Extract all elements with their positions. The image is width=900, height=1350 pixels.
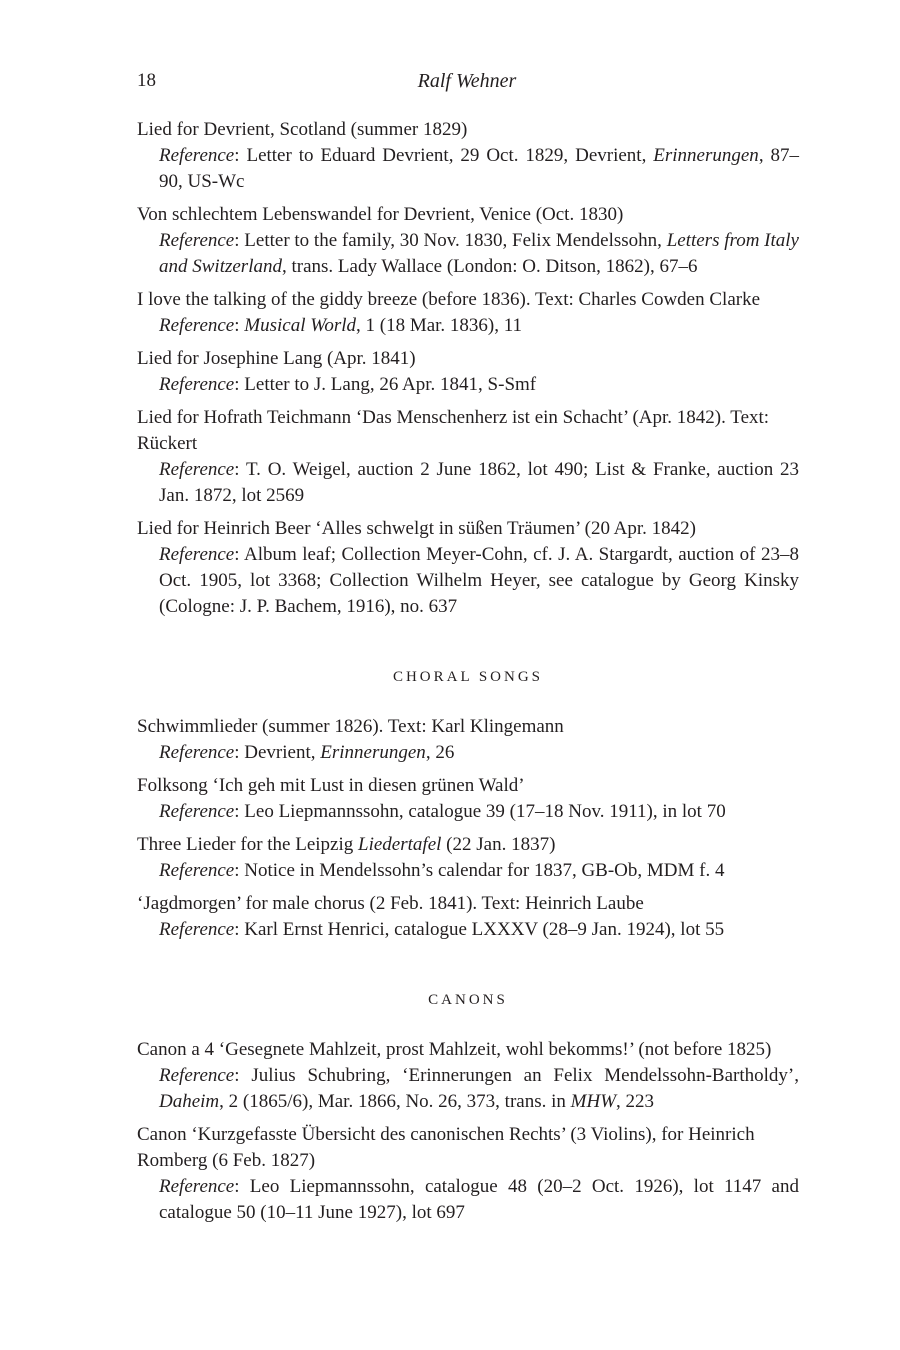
entry-title <box>137 832 799 858</box>
italic-text: Musical World <box>244 315 356 336</box>
catalogue-entry <box>137 1037 799 1115</box>
entry-reference <box>159 740 799 766</box>
entry-list-choral-songs <box>137 714 799 943</box>
section-heading-canons: CANONS <box>428 992 508 1008</box>
entry-title <box>137 287 799 313</box>
entry-title <box>137 1037 799 1063</box>
catalogue-entry <box>137 287 799 339</box>
page-number: 18 <box>137 70 156 91</box>
page-header <box>137 68 797 96</box>
catalogue-entry <box>137 516 799 620</box>
italic-text: Reference <box>159 860 235 881</box>
italic-text: Reference <box>159 919 235 940</box>
catalogue-entry <box>137 891 799 943</box>
text-run: I love the talking of the giddy breeze (before 1836). Text: Charles Cowden Clarke <box>137 289 761 310</box>
text-run: : Karl Ernst Henrici, catalogue LXXXV (28–9 Jan. 1924), lot 55 <box>234 919 725 940</box>
entry-title <box>137 405 799 457</box>
entry-title <box>137 714 799 740</box>
text-run: : Letter to Eduard Devrient, 29 Oct. 1829, Devrient, <box>234 145 654 166</box>
entry-reference <box>159 457 799 509</box>
italic-text: Liedertafel <box>358 834 442 855</box>
italic-text: Reference <box>159 145 235 166</box>
text-run: , trans. Lady Wallace (London: O. Ditson, 1862), 67–6 <box>281 256 698 277</box>
text-run: (22 Jan. 1837) <box>441 834 556 855</box>
text-run: : <box>234 315 245 336</box>
text-run: , 26 <box>425 742 455 763</box>
entry-title <box>137 891 799 917</box>
text-run: : Leo Liepmannssohn, catalogue 48 (20–2 Oct. 1926), lot 1147 and catalogue 50 (10–11 June 1927), lot 697 <box>159 1176 799 1223</box>
entry-title <box>137 202 799 228</box>
running-head: Ralf Wehner <box>417 70 517 92</box>
italic-text: Reference <box>159 459 235 480</box>
entry-reference <box>159 917 799 943</box>
text-run: , 2 (1865/6), Mar. 1866, No. 26, 373, trans. in <box>219 1091 571 1112</box>
italic-text: Reference <box>159 801 235 822</box>
italic-text: Daheim <box>159 1091 220 1112</box>
catalogue-entry <box>137 1122 799 1226</box>
text-run: Schwimmlieder (summer 1826). Text: Karl Klingemann <box>137 716 564 737</box>
entry-list-lieder <box>137 117 799 620</box>
entry-reference <box>159 858 799 884</box>
italic-text: MHW <box>570 1091 617 1112</box>
italic-text: Reference <box>159 230 235 251</box>
italic-text: Reference <box>159 1176 235 1197</box>
catalogue-entry <box>137 117 799 195</box>
entry-reference <box>159 799 799 825</box>
text-run: Three Lieder for the Leipzig <box>137 834 359 855</box>
text-run: , 87–90, US-Wc <box>159 145 799 192</box>
italic-text: Reference <box>159 1065 235 1086</box>
entry-reference <box>159 372 799 398</box>
italic-text: Reference <box>159 544 235 565</box>
text-run: : Letter to J. Lang, 26 Apr. 1841, S-Smf <box>234 374 537 395</box>
text-run: Folksong ‘Ich geh mit Lust in diesen grünen Wald’ <box>137 775 525 796</box>
text-run: Von schlechtem Lebenswandel for Devrient, Venice (Oct. 1830) <box>137 204 624 225</box>
entry-title <box>137 117 799 143</box>
entry-reference <box>159 542 799 620</box>
text-run: : Julius Schubring, ‘Erinnerungen an Felix Mendelssohn-Bartholdy’, <box>234 1065 799 1086</box>
text-run: Lied for Hofrath Teichmann ‘Das Menschenherz ist ein Schacht’ (Apr. 1842). Text: Rückert <box>137 407 770 454</box>
italic-text: Reference <box>159 374 235 395</box>
catalogue-entry <box>137 832 799 884</box>
text-run: ‘Jagdmorgen’ for male chorus (2 Feb. 1841). Text: Heinrich Laube <box>137 893 644 914</box>
entry-reference <box>159 228 799 280</box>
italic-text: Letters from Italy and Switzerland <box>159 230 799 277</box>
italic-text: Erinnerungen <box>320 742 426 763</box>
text-run: : Notice in Mendelssohn’s calendar for 1837, GB-Ob, MDM f. 4 <box>234 860 725 881</box>
entry-reference <box>159 143 799 195</box>
text-run: Lied for Josephine Lang (Apr. 1841) <box>137 348 416 369</box>
italic-text: Erinnerungen <box>653 145 759 166</box>
italic-text: Reference <box>159 315 235 336</box>
catalogue-entry <box>137 773 799 825</box>
text-run: : Letter to the family, 30 Nov. 1830, Felix Mendelssohn, <box>234 230 667 251</box>
text-run: : Devrient, <box>234 742 321 763</box>
entry-reference <box>159 1174 799 1226</box>
entry-reference <box>159 313 799 339</box>
text-run: Canon a 4 ‘Gesegnete Mahlzeit, prost Mahlzeit, wohl bekomms!’ (not before 1825) <box>137 1039 772 1060</box>
text-run: Lied for Heinrich Beer ‘Alles schwelgt in süßen Träumen’ (20 Apr. 1842) <box>137 518 696 539</box>
text-run: : Leo Liepmannssohn, catalogue 39 (17–18 Nov. 1911), in lot 70 <box>234 801 726 822</box>
catalogue-entry <box>137 202 799 280</box>
italic-text: Reference <box>159 742 235 763</box>
entry-list-canons <box>137 1037 799 1226</box>
text-run: Canon ‘Kurzgefasste Übersicht des canonischen Rechts’ (3 Violins), for Heinrich Romberg (6 Feb. 1827) <box>137 1124 755 1171</box>
entry-title <box>137 346 799 372</box>
text-run: Lied for Devrient, Scotland (summer 1829) <box>137 119 468 140</box>
text-run: , 223 <box>616 1091 655 1112</box>
text-run: : T. O. Weigel, auction 2 June 1862, lot 490; List & Franke, auction 23 Jan. 1872, lot 2569 <box>159 459 799 506</box>
page-body <box>137 117 799 1233</box>
catalogue-entry <box>137 714 799 766</box>
text-run: : Album leaf; Collection Meyer-Cohn, cf. J. A. Stargardt, auction of 23–8 Oct. 1905, lot 3368; Collection Wilhelm Heyer, see catalogue by Georg Kinsky (Cologne: J. P. Bachem, 1916), no. 637 <box>159 544 799 617</box>
text-run: , 1 (18 Mar. 1836), 11 <box>356 315 523 336</box>
catalogue-entry <box>137 405 799 509</box>
entry-title <box>137 516 799 542</box>
catalogue-entry <box>137 346 799 398</box>
section-heading-choral-songs: CHORAL SONGS <box>392 669 544 685</box>
entry-title <box>137 1122 799 1174</box>
entry-reference <box>159 1063 799 1115</box>
entry-title <box>137 773 799 799</box>
